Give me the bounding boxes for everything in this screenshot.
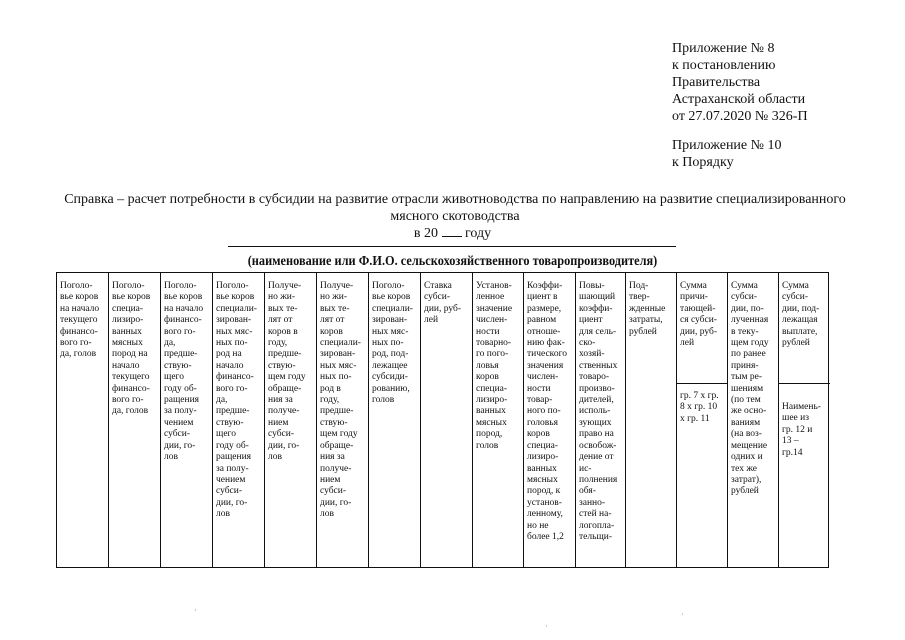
- column-formula: Наимень- шее из гр. 12 и 13 – гр.14: [782, 402, 821, 458]
- column-header: Поголо- вье коров специа- лизиро- ванных мясных пород на начало текущего финансо- вого го- да, голов: [112, 281, 151, 417]
- year-blank: [442, 224, 462, 237]
- table-column-15: [779, 273, 830, 567]
- column-header: Коэффи- циент в размере, равном отноше- нию фак- тического значения числен- ности товар- ного по- головья коров специа- лизиро- ванных мясных пород, к установ- ленному, но не более 1,2: [527, 281, 567, 542]
- table-column-9: [473, 273, 524, 567]
- producer-label: (наименование или Ф.И.О. сельскохозяйственного товаропроизводителя): [247, 254, 658, 269]
- table-column-3: [161, 273, 213, 567]
- column-header: Установ- ленное значение числен- ности товарно- го пого- ловья коров специа- лизиро- ванных мясных пород, голов: [476, 281, 513, 451]
- table-column-5: [265, 273, 317, 567]
- document-title: Справка – расчет потребности в субсидии на развитие отрасли животноводства по направлению на развитие специализированного мясного скотоводства: [64, 192, 846, 224]
- column-header: Поголо- вье коров специали- зирован- ных мяс- ных по- род, под- лежащее субсиди- рованию, голов: [372, 281, 413, 406]
- table-column-8: [421, 273, 473, 567]
- table-column-1: [57, 273, 109, 567]
- column-divider: [779, 383, 830, 384]
- column-header: Сумма причи- тающей- ся субси- дии, руб- лей: [680, 281, 717, 349]
- column-header: Сумма субси- дии, под- лежащая выплате, рублей: [782, 281, 820, 349]
- calculation-table: [56, 272, 829, 568]
- scan-speck: ·: [194, 606, 197, 615]
- table-column-7: [369, 273, 421, 567]
- table-column-14: [728, 273, 779, 567]
- table-column-11: [576, 273, 626, 567]
- year-line: [0, 224, 905, 242]
- table-column-13: [677, 273, 728, 567]
- appendix-8-approval: Приложение № 8 к постановлению Правительства Астраханской области от 27.07.2020 № 326-П: [672, 41, 808, 124]
- column-header: Поголо- вье коров специали- зирован- ных мяс- ных по- род на начало финансо- вого го- да, предше- ствую- щего году об- ращения за полу- чением субси- дии, го- лов: [216, 281, 257, 520]
- scan-speck: ·: [681, 610, 684, 619]
- column-header: Сумма субси- дии, по- лученная в теку- щем году по ранее приня- тым ре- шениям (по тем же осно- ваниям (на воз- мещение одних и тех же затрат), рублей: [731, 281, 769, 497]
- table-column-2: [109, 273, 161, 567]
- year-prefix: в 20: [413, 226, 438, 241]
- column-header: Поголо- вье коров на начало текущего финансо- вого го- да, голов: [60, 281, 100, 360]
- table-column-10: [524, 273, 576, 567]
- column-header: Повы- шающий коэффи- циент для сель- ско- хозяй- ственных товаро- произво- дителей, исполь- зующих право на освобож- дение от ис- полнения обя- занно- стей на- логопла- тельщи-: [579, 281, 618, 542]
- producer-underline: [228, 246, 676, 247]
- scan-speck: ·: [545, 622, 548, 631]
- appendix-10-reference: Приложение № 10 к Порядку: [672, 138, 782, 170]
- column-header: Под- твер- жденные затраты, рублей: [629, 281, 666, 337]
- column-formula: гр. 7 х гр. 8 х гр. 10 х гр. 11: [680, 391, 719, 424]
- table-column-4: [213, 273, 265, 567]
- column-header: Получе- но жи- вых те- лят от коров специали- зирован- ных мяс- ных по- род в году, предше- ствую- щем году обраще- ния за получе- нием субси- дии, го- лов: [320, 281, 361, 520]
- year-suffix: году: [465, 226, 492, 241]
- column-header: Ставка субси- дии, руб- лей: [424, 281, 461, 326]
- column-header: Получе- но жи- вых те- лят от коров в году, предше- ствую- щем году обраще- ния за получе- нием субси- дии, го- лов: [268, 281, 306, 463]
- table-column-12: [626, 273, 677, 567]
- column-divider: [677, 383, 727, 384]
- table-column-6: [317, 273, 369, 567]
- column-header: Поголо- вье коров на начало финансо- вого го- да, предше- ствую- щего году об- ращения за полу- чением субси- дии, го- лов: [164, 281, 204, 463]
